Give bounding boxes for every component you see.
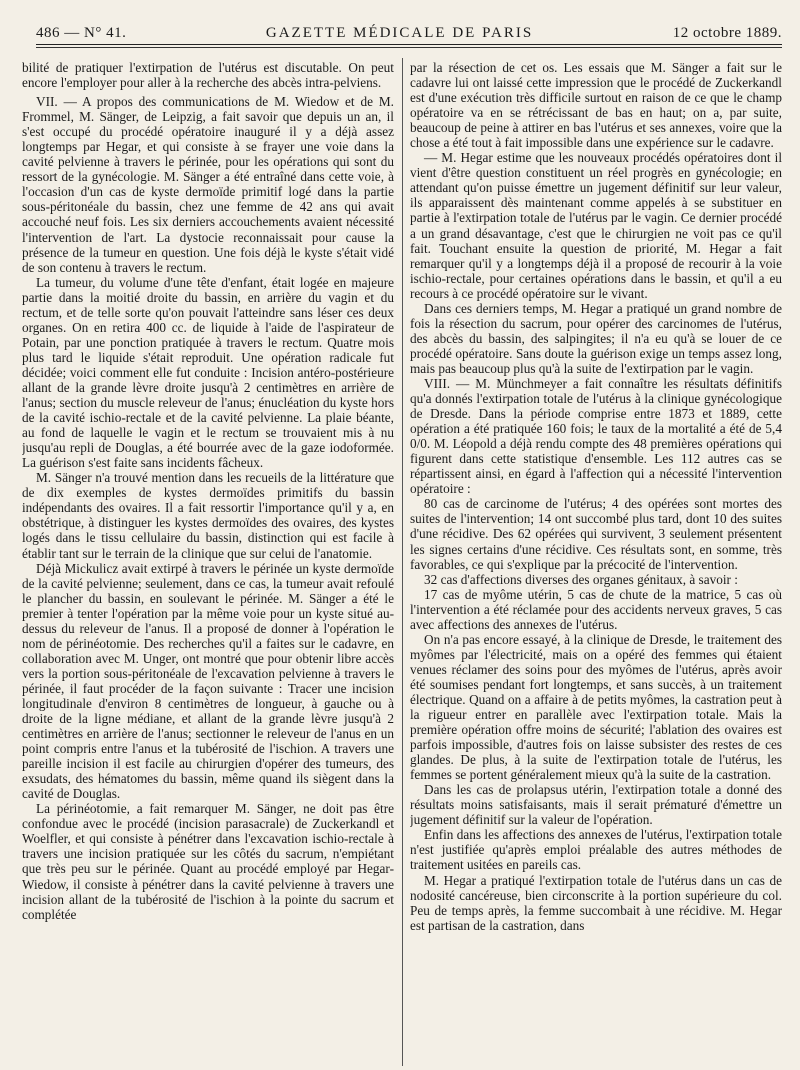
paragraph: Dans les cas de prolapsus utérin, l'extirpation totale a donné des résultats moins satisfaisants, mais il serait prématuré d'émettre un jugement définitif sur la valeur de l'opération. — [410, 782, 782, 828]
paragraph: Déjà Mickulicz avait extirpé à travers le périnée un kyste dermoïde de la cavité pelvienne; seulement, dans ce cas, la tumeur avait refoulé le plancher du bassin, en soulevant le périnée. M. Sänger a été le premier à tenter l'opération par la même voie pour un kyste situé au-dessus du releveur de l'anus. Il a proposé de donner à l'opération le nom de périnéotomie. Des recherches qu'il a faites sur le cadavre, en collaboration avec M. Unger, ont montré que pour obtenir libre accès vers la portion sous-péritonéale de l'excavation pelvienne à travers le périnée, il faut procéder de la façon suivante : Tracer une incision longitudinale d'environ 8 centimètres de longueur, à gauche ou à droite de la ligne médiane, et allant de la grande lèvre jusqu'à 2 centimètres en arrière de l'anus; sectionner le releveur de l'anus en un point compris entre l'anus et la tubérosité de l'ischion. A travers une pareille incision il est facile au chirurgien d'opérer des tumeurs, des exsudats, des hématomes du bassin, même quand ils siègent dans la cavité de Douglas. — [22, 560, 394, 802]
paragraph: On n'a pas encore essayé, à la clinique de Dresde, le traitement des myômes par l'électricité, mais on a opéré des femmes qui étaient venues réclamer des soins pour des myômes de l'utérus, après avoir été soumises pendant fort longtemps, et sans succès, à un traitement électrique. Quand on a affaire à de petits myômes, la castration peut à la rigueur entrer en parallèle avec l'extirpation totale. Mais la première opération offre moins de sécurité; l'ablation des ovaires est parfois impossible, d'autres fois on laisse subsister des restes de ces glandes. De plus, à la suite de l'extirpation totale de l'utérus, les femmes se portent généralement mieux qu'à la suite de la castration. — [410, 631, 782, 783]
paragraph: par la résection de cet os. Les essais que M. Sänger a fait sur le cadavre lui ont laissé cette impression que le procédé de Zuckerkandl est d'une exécution très difficile surtout en raison de ce que le champ opératoire va en se rétrécissant de bas en haut; on a, par suite, beaucoup de peine à attirer en bas l'utérus et ses annexes, voire que la chose a été tout à fait impossible dans une expérience sur le cadavre. — [410, 60, 782, 151]
paragraph: La tumeur, du volume d'une tête d'enfant, était logée en majeure partie dans la moitié droite du bassin, en arrière du vagin et du rectum, et de telle sorte qu'on pouvait l'atteindre sans léser ces deux organes. On en retira 400 cc. de liquide à l'aide de l'aspirateur de Potain, par une ponction pratiquée à travers le rectum. Quatre mois plus tard le liquide s'était reproduit. Une opération radicale fut décidée; voici comment elle fut conduite : Incision antéro-postérieure allant de la grande lèvre droite jusqu'à 2 centimètres en arrière de l'anus; section du muscle releveur de l'anus; énucléation du kyste hors de la cavité ischio-rectale et de la cavité pelvienne. La plaie béante, au fond de laquelle le vagin et le rectum se trouvaient mis à nu jusqu'au repli de Douglas, a été bourrée avec de la gaze iodoformée. La guérison s'est faite sans incidents fâcheux. — [22, 274, 394, 471]
paragraph: bilité de pratiquer l'extirpation de l'utérus est discutable. On peut encore l'employer pour aller à la recherche des abcès intra-pelviens. — [22, 60, 394, 91]
page-number: 486 — N° 41. — [36, 25, 127, 41]
paragraph: Dans ces derniers temps, M. Hegar a pratiqué un grand nombre de fois la résection du sacrum, pour opérer des carcinomes de l'utérus, des abcès du bassin, des salpingites; il n'a eu qu'à se louer de ce procédé opératoire. Sans doute la guérison exige un temps assez long, mais pas beaucoup plus qu'à la suite de l'extirpation par le vagin. — [410, 300, 782, 376]
header-rule-thin — [36, 47, 782, 48]
paragraph: Enfin dans les affections des annexes de l'utérus, l'extirpation totale n'est justifiée qu'après emploi préalable des autres méthodes de traitement usitées en pareils cas. — [410, 827, 782, 873]
paragraph: 32 cas d'affections diverses des organes génitaux, à savoir : — [424, 571, 738, 587]
paragraph: VIII. — M. Münchmeyer a fait connaître les résultats définitifs qu'a donnés l'extirpation totale de l'utérus à la clinique gynécologique de Dresde. Dans la période comprise entre 1873 et 1889, cette opération a été pratiquée 160 fois; le taux de la mortalité a été de 5,4 0/0. M. Léopold a déjà rendu compte des 48 premières opérations qui figurent dans cette statistique d'ensemble. Les 112 autres cas se répartissent ainsi, en égard à l'affection qui a nécessité l'intervention opératoire : — [410, 375, 782, 497]
paragraph: — M. Hegar estime que les nouveaux procédés opératoires dont il vient d'être question constituent un réel progrès en gynécologie; en attendant qu'on puisse émettre un jugement définitif sur leur valeur, ils apparaissent dès maintenant comme appelés à se substituer en partie à l'extirpation totale de l'utérus par le vagin. Ce dernier procédé a un grand désavantage, c'est que le chirurgien ne voit pas ce qu'il fait. Touchant ensuite la question de priorité, M. Hegar a fait remarquer qu'il y a longtemps déjà il a proposé de recourir à la voie ischio-rectale, pour certaines opérations dans le bassin, et qu'il a eu recours à ce procédé opératoire sur le vivant. — [410, 150, 782, 301]
paragraph: M. Hegar a pratiqué l'extirpation totale de l'utérus dans un cas de nodosité cancéreuse, bien circonscrite à la portion supérieure du col. Peu de temps après, la femme succombait à une récidive. M. Hegar est partisan de la castration, dans — [410, 872, 782, 933]
paragraph: M. Sänger n'a trouvé mention dans les recueils de la littérature que de dix exemples de kystes dermoïdes primitifs du bassin indépendants des ovaires. Il a fait ressortir l'importance qu'il y a, en obstétrique, à distinguer les kystes dermoïdes des ovaires, des kystes logés dans le tissu cellulaire du bassin, distinction qui est facile à établir tant sur le terrain de la clinique que sur celui de l'anatomie. — [22, 470, 394, 561]
page-header — [36, 14, 782, 42]
column-separator — [402, 58, 403, 1066]
issue-date: 12 octobre 1889. — [672, 25, 782, 41]
right-column — [410, 60, 782, 1066]
left-column — [22, 60, 394, 1066]
paragraph: 80 cas de carcinome de l'utérus; 4 des opérées sont mortes des suites de l'intervention; 14 ont succombé plus tard, dont 10 des suites d'une récidive. Des 62 opérées qui survivent, 3 seulement présentent les signes certains d'une récidive. Ces résultats sont, en somme, très favorables, ce qui s'explique par la précocité de l'intervention. — [410, 496, 782, 572]
paragraph: 17 cas de myôme utérin, 5 cas de chute de la matrice, 5 cas où l'intervention a été réclamée pour des accidents nerveux graves, 5 cas avec affections des annexes de l'utérus. — [410, 586, 782, 632]
paragraph: La périnéotomie, a fait remarquer M. Sänger, ne doit pas être confondue avec le procédé (incision parasacrale) de Zuckerkandl et Woelfler, et qui consiste à pénétrer dans l'excavation ischio-rectale à travers une incision pratiquée sur les côtés du sacrum, n'empiétant que très peu sur le périnée. Quant au procédé employé par Hegar-Wiedow, il consiste à pénétrer dans la cavité pelvienne à travers une incision allant de la tubérosité de l'ischion à la pointe du sacrum et complétée — [22, 801, 394, 922]
journal-title: GAZETTE MÉDICALE DE PARIS — [265, 25, 534, 41]
header-rule — [36, 44, 782, 45]
paragraph: VII. — A propos des communications de M. Wiedow et de M. Frommel, M. Sänger, de Leipzig, a fait savoir que depuis un an, il s'est occupé du procédé opératoire inauguré il y a déjà assez longtemps par Hegar, et qui consiste à se frayer une voie dans la cavité pelvienne à travers le périnée, pour les opérations qui sont du ressort de la gynécologie. M. Sänger a été entraîné dans cette voie, à l'occasion d'un cas de kyste dermoïde primitif logé dans la partie sous-péritonéale du bassin, chez une femme de 42 ans qui avait accouché neuf fois. Les six derniers accouchements avaient nécessité l'intervention de l'art. La dystocie reconnaissait pour cause la présence de la tumeur en question. Une fois déjà le kyste s'était vidé de son contenu à travers le rectum. — [22, 94, 394, 275]
